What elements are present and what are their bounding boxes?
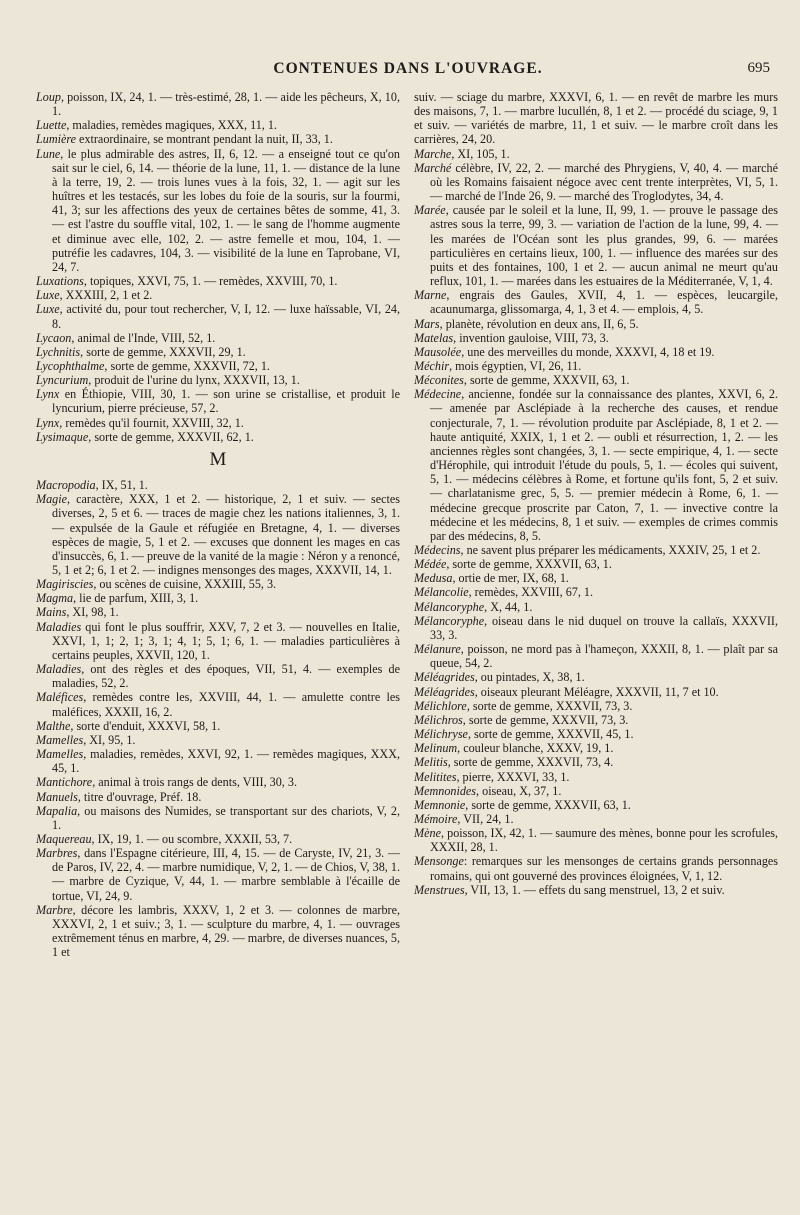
index-entry xyxy=(36,288,400,302)
entry-text: qui font le plus souffrir, XXV, 7, 2 et 3. — nouvelles en Italie, XXVI, 1, 1; 2, 1; 3, 1; 4, 1; 5, 1; 6, 1. — maladies particulières à certains peuples, XXVII, 120, 1. xyxy=(52,619,400,662)
entry-text: , XI, 95, 1. xyxy=(83,732,136,747)
entry-text: , VII, 24, 1. xyxy=(457,811,514,826)
entry-headword: Maléfices xyxy=(36,690,84,705)
entry-text: , ortie de mer, IX, 68, 1. xyxy=(452,571,569,586)
left-column xyxy=(36,90,400,959)
index-entry xyxy=(414,854,778,882)
entry-headword: Mamelles xyxy=(36,747,84,762)
index-entry xyxy=(414,770,778,784)
index-entry xyxy=(414,331,778,345)
entry-text: , ancienne, fondée sur la connaissance des plantes, XXVI, 6, 2. — amenée par Asclépiade à la recherche des causes, et rendue conjecturale, 7, 1. — révolution produite par Asclépiade, 8, 1 et 2. — haute antiquité, XXIX, 1, 1 et 2. — oubli et résurrection, 1, 2. — les anciennes règles sont changées, 3, 1. — secte empirique, 4, 1. — secte d'Hérophile, qui introduit l'étude du pouls, 5, 1. — écoles qui suivent, 5, 1. — médecins célèbres à Rome, et fortune qu'ils font, 5, 2 et suiv. — charlatanisme grec, 5, 5. — premier médecin à Rome, 6, 1. — médecine grecque proscrite par Caton, 7, 1. — invective contre la médecine et les médecins, 8, 1 et suiv. — exemples de crimes commis par des médecins, 8, 5. xyxy=(430,387,778,543)
entry-text: , XXXIII, 2, 1 et 2. xyxy=(59,288,153,303)
entry-headword: Mensonge xyxy=(414,854,464,869)
entry-headword: Mélancoryphe xyxy=(414,599,485,614)
index-entry xyxy=(36,478,400,492)
entry-headword: Luxe xyxy=(36,302,60,317)
index-entry xyxy=(414,755,778,769)
index-entry xyxy=(414,203,778,288)
entry-headword: Lyncurium xyxy=(36,373,89,388)
index-entry xyxy=(414,685,778,699)
entry-headword: Marché xyxy=(414,160,452,175)
entry-text: , sorte de gemme, XXXVII, 62, 1. xyxy=(88,429,254,444)
index-entry xyxy=(36,302,400,330)
index-entry xyxy=(36,90,400,118)
index-entry xyxy=(414,727,778,741)
right-column xyxy=(414,90,778,959)
index-entry xyxy=(36,387,400,415)
entry-headword: Méconites xyxy=(414,373,464,388)
index-entry xyxy=(36,118,400,132)
entry-text: , titre d'ouvrage, Préf. 18. xyxy=(77,789,202,804)
entry-headword: Médecins xyxy=(414,543,461,557)
entry-headword: Lycaon xyxy=(36,330,72,345)
entry-text: , sorte de gemme, XXXVII, 63, 1. xyxy=(463,373,630,388)
entry-text: , dans l'Espagne citérieure, III, 4, 15. — de Caryste, IV, 21, 3. — de Paros, IV, 22, 4. — marbre numidique, V, 2, 1. — de Chios, V, 38, 1. — marbre de Cyzique, V, 44, 1. — marbre semblable à l'écaille de tortue, VI, 24, 9. xyxy=(52,846,400,903)
entry-text: , sorte de gemme, XXXVII, 73, 3. xyxy=(462,712,629,727)
entry-text: , sorte de gemme, XXXVII, 72, 1. xyxy=(104,358,270,373)
index-entry xyxy=(414,614,778,642)
index-entry xyxy=(36,733,400,747)
entry-headword: Memnonides xyxy=(414,783,477,798)
entry-headword: Lynx xyxy=(36,387,60,402)
entry-text: , sorte d'enduit, XXXVI, 58, 1. xyxy=(70,718,221,733)
entry-headword: Mélichros xyxy=(414,712,463,727)
index-entry xyxy=(36,747,400,775)
entry-headword: Mélichryse xyxy=(414,727,468,742)
entry-text: , IX, 19, 1. — ou scombre, XXXII, 53, 7. xyxy=(91,831,293,846)
entry-text: , produit de l'urine du lynx, XXXVII, 13, 1. xyxy=(88,373,300,388)
index-entry xyxy=(414,147,778,161)
section-letter: M xyxy=(209,448,227,470)
entry-headword: Marne xyxy=(414,288,447,303)
page-number: 695 xyxy=(747,60,770,76)
index-entry xyxy=(414,642,778,670)
index-entry xyxy=(36,274,400,288)
entry-text: , oiseau, X, 37, 1. xyxy=(476,783,562,798)
index-entry xyxy=(414,387,778,543)
index-entry xyxy=(414,345,778,359)
entry-headword: Melinum xyxy=(414,741,458,756)
entry-text: extraordinaire, se montrant pendant la nuit, II, 33, 1. xyxy=(76,132,333,147)
running-head xyxy=(36,60,780,86)
index-entry xyxy=(414,557,778,571)
entry-headword: Lysimaque xyxy=(36,429,89,444)
entry-text: , une des merveilles du monde, XXXVI, 4, 18 et 19. xyxy=(461,344,715,359)
entry-text: , maladies, remèdes, XXVI, 92, 1. — remèdes magiques, XXX, 45, 1. xyxy=(52,747,400,776)
entry-headword: Melitites xyxy=(414,769,457,784)
entry-text: suiv. — sciage du marbre, XXXVI, 6, 1. — en revêt de marbre les murs des maisons, 7, 1. — marbre lucullén, 8, 1 et 2. — procédé du sciage, 9, 1 et suiv. — variétés de marbre, 11, 1 et suiv. — le marbre croît dans les carrières, 24, 20. xyxy=(414,90,778,147)
index-entry xyxy=(36,846,400,903)
entry-headword: Medusa xyxy=(414,571,453,586)
entry-text: , topiques, XXVI, 75, 1. — remèdes, XXVIII, 70, 1. xyxy=(83,274,338,289)
index-entry xyxy=(36,690,400,718)
entry-headword: Lumière xyxy=(36,132,77,147)
entry-headword: Lychnitis xyxy=(36,344,81,359)
entry-headword: Lycophthalme xyxy=(36,358,105,373)
index-entry xyxy=(414,784,778,798)
entry-text: , ou scènes de cuisine, XXXIII, 55, 3. xyxy=(93,577,277,592)
entry-headword: Menstrues xyxy=(414,882,465,897)
entry-text: , remèdes qu'il fournit, XXVIII, 32, 1. xyxy=(59,415,244,430)
index-entry xyxy=(414,90,778,147)
entry-headword: Mantichore xyxy=(36,775,93,790)
index-entry xyxy=(414,571,778,585)
entry-headword: Mémoire xyxy=(414,811,458,826)
index-entry xyxy=(414,359,778,373)
index-entry xyxy=(414,670,778,684)
entry-headword: Mène xyxy=(414,826,441,841)
index-entry xyxy=(414,600,778,614)
entry-text: , poisson, ne mord pas à l'hameçon, XXXII, 8, 1. — plaît par sa queue, 54, 2. xyxy=(430,642,778,671)
entry-text: , le plus admirable des astres, II, 6, 12. — a enseigné tout ce qu'on sait sur le ciel, 6, 14. — théorie de la lune, 11, 1. — distance de la lune à la terre, 19, 2. — trois lunes vues à la fois, 32, 1. — agit sur les huîtres et les testacés, sur les lobes du foie de la souris, sur la fourmi, 41, 3; sur les affections des yeux de certaines bêtes de somme, 41, 3. — est l'astre du souffle vital, 102, 1. — le sang de l'homme augmente et diminue avec elle, 102, 2. — astre femelle et mou, 104, 1. — putréfie les cadavres, 104, 3. — visibilité de la lune en Taprobane, VI, 24, 7. xyxy=(52,146,400,274)
entry-headword: Maladies xyxy=(36,662,82,677)
entry-text: , oiseau dans le nid duquel on trouve la callaïs, XXXVII, 33, 3. xyxy=(430,613,778,642)
entry-text: , animal à trois rangs de dents, VIII, 30, 3. xyxy=(92,775,297,790)
entry-headword: Marche xyxy=(414,146,452,161)
entry-text: , activité du, pour tout rechercher, V, I, 12. — luxe haïssable, VI, 24, 8. xyxy=(52,302,400,331)
index-entry xyxy=(414,883,778,897)
entry-text: , poisson, IX, 42, 1. — saumure des mènes, bonne pour les scrofules, XXXII, 28, 1. xyxy=(430,826,778,855)
index-entry xyxy=(414,812,778,826)
entry-headword: Mains xyxy=(36,605,67,620)
index-entry xyxy=(414,161,778,203)
entry-headword: Médecine xyxy=(414,387,462,402)
entry-headword: Mélancoryphe xyxy=(414,613,485,628)
entry-headword: Luxe xyxy=(36,288,60,303)
entry-text: , couleur blanche, XXXV, 19, 1. xyxy=(457,741,614,756)
entry-headword: Méchir xyxy=(414,358,450,373)
entry-headword: Malthe xyxy=(36,718,71,733)
entry-headword: Magma xyxy=(36,591,74,606)
entry-headword: Maladies xyxy=(36,619,82,634)
index-entry xyxy=(414,373,778,387)
index-entry xyxy=(36,662,400,690)
index-entry xyxy=(414,798,778,812)
entry-text: , caractère, XXX, 1 et 2. — historique, 2, 1 et suiv. — sectes diverses, 2, 5 et 6. — traces de magie chez les nations italiennes, 3, 1. — expulsée de la Gaule et réfugiée en Bretagne, 4, 1. — diverses espèces de magie, 5, 1 et 2. — excuses que donnent les mages en cas d'insuccès, 6, 1. — preuve de la vanité de la magie : Néron y a renoncé, 5, 1 et 2; 6, 1 et 2. — indignes mensonges des mages, XXXVII, 14, 1. xyxy=(52,492,400,577)
entry-text: , oiseaux pleurant Méléagre, XXXVII, 11, 7 et 10. xyxy=(474,684,719,699)
index-entry xyxy=(36,605,400,619)
index-entry xyxy=(414,826,778,854)
index-entry xyxy=(36,591,400,605)
entry-text: , poisson, IX, 24, 1. — très-estimé, 28, 1. — aide les pêcheurs, X, 10, 1. xyxy=(52,90,400,119)
index-entry xyxy=(36,903,400,960)
entry-text: , ou maisons des Numides, se transportant sur des chariots, V, 2, 1. xyxy=(52,803,400,832)
index-entry xyxy=(36,132,400,146)
index-entry xyxy=(36,359,400,373)
index-entry xyxy=(36,492,400,577)
index-entry xyxy=(414,713,778,727)
entry-headword: Magiriscies xyxy=(36,577,94,592)
entry-text: , X, 44, 1. xyxy=(484,599,533,614)
entry-text: , ne savent plus préparer les médicaments, XXXIV, 25, 1 et 2. xyxy=(460,543,761,557)
entry-text: , pierre, XXXVI, 33, 1. xyxy=(456,769,570,784)
entry-text: en Éthiopie, VIII, 30, 1. — son urine se cristallise, et produit le lyncurium, pierre précieuse, 57, 2. xyxy=(52,387,400,416)
index-entry xyxy=(36,719,400,733)
entry-headword: Luxations xyxy=(36,274,84,289)
entry-headword: Magie xyxy=(36,492,68,507)
entry-headword: Loup xyxy=(36,90,61,104)
index-entry xyxy=(36,620,400,662)
entry-headword: Maquereau xyxy=(36,831,92,846)
index-entry xyxy=(414,288,778,316)
entry-text: , ont des règles et des époques, VII, 51, 4. — exemples de maladies, 52, 2. xyxy=(52,662,400,691)
index-columns xyxy=(36,90,780,959)
entry-headword: Matelas xyxy=(414,330,454,345)
entry-headword: Mapalia xyxy=(36,803,78,818)
entry-headword: Médée xyxy=(414,557,447,572)
index-entry xyxy=(36,373,400,387)
entry-headword: Mélancolie xyxy=(414,585,469,600)
entry-text: , lie de parfum, XIII, 3, 1. xyxy=(73,591,199,606)
entry-headword: Lune xyxy=(36,146,61,161)
entry-headword: Lynx xyxy=(36,415,60,430)
running-title: CONTENUES DANS L'OUVRAGE. xyxy=(273,60,543,77)
entry-text: : remarques sur les mensonges de certains grands personnages romains, qui ont gouverné des provinces éloignées, V, 1, 12. xyxy=(430,854,778,883)
entry-headword: Luette xyxy=(36,118,67,133)
index-entry xyxy=(36,416,400,430)
entry-text: , sorte de gemme, XXXVII, 73, 3. xyxy=(466,698,633,713)
entry-text: , VII, 13, 1. — effets du sang menstruel, 13, 2 et suiv. xyxy=(464,882,725,897)
entry-text: célèbre, IV, 22, 2. — marché des Phrygiens, V, 40, 4. — marché où les Romains faisaient négoce avec cent trente interprètes, VI, 5, 1. — marché de l'Inde 26, 9. — marché des Troglodytes, 34, 4. xyxy=(430,160,778,204)
entry-text: , XI, 98, 1. xyxy=(66,605,119,620)
entry-text: , planète, révolution en deux ans, II, 6, 5. xyxy=(439,316,639,331)
entry-text: , engrais des Gaules, XVII, 4, 1. — espèces, leucargile, acaunumarga, glissomarga, 4, 1, 3 et 4. — emplois, 4, 5. xyxy=(430,288,778,317)
entry-text: , mois égyptien, VI, 26, 11. xyxy=(449,358,582,373)
entry-headword: Mamelles xyxy=(36,732,84,747)
entry-text: , invention gauloise, VIII, 73, 3. xyxy=(453,330,609,345)
index-entry xyxy=(414,699,778,713)
entry-text: , remèdes contre les, XXVIII, 44, 1. — amulette contre les maléfices, XXXII, 16, 2. xyxy=(52,690,400,719)
index-entry xyxy=(36,832,400,846)
entry-headword: Mélichlore xyxy=(414,698,467,713)
entry-text: , sorte de gemme, XXXVII, 45, 1. xyxy=(467,727,634,742)
entry-text: , sorte de gemme, XXXVII, 73, 4. xyxy=(447,755,614,770)
entry-headword: Marbres xyxy=(36,846,78,861)
index-entry xyxy=(414,317,778,331)
index-entry xyxy=(414,741,778,755)
index-entry xyxy=(414,585,778,599)
index-entry xyxy=(36,790,400,804)
entry-text: , IX, 51, 1. xyxy=(95,478,148,493)
entry-text: , XI, 105, 1. xyxy=(451,146,510,161)
entry-headword: Memnonie xyxy=(414,797,466,812)
index-entry xyxy=(36,147,400,274)
entry-headword: Marée xyxy=(414,203,446,218)
entry-text: , décore les lambris, XXXV, 1, 2 et 3. — colonnes de marbre, XXXVI, 2, 1 et suiv.; 3, 1. — sculpture du marbre, 4, 1. — ouvrages extrêmement ténus en marbre, 4, 29. — marbre, de diverses nuances, 5, 1 et xyxy=(52,902,400,960)
entry-text: , sorte de gemme, XXXVII, 63, 1. xyxy=(465,797,631,812)
entry-text: , maladies, remèdes magiques, XXX, 11, 1. xyxy=(66,118,277,133)
entry-headword: Melitis xyxy=(414,755,448,770)
entry-text: , remèdes, XXVIII, 67, 1. xyxy=(468,585,594,600)
entry-headword: Méléagrides xyxy=(414,684,475,699)
index-entry xyxy=(36,430,400,444)
index-entry xyxy=(36,331,400,345)
entry-text: , ou pintades, X, 38, 1. xyxy=(474,670,585,685)
entry-headword: Mars xyxy=(414,316,440,331)
index-entry xyxy=(36,804,400,832)
entry-text: , sorte de gemme, XXXVII, 29, 1. xyxy=(80,344,246,359)
entry-headword: Mélanure xyxy=(414,642,461,657)
entry-headword: Méléagrides xyxy=(414,670,475,685)
index-entry xyxy=(414,543,778,557)
entry-headword: Mausolée xyxy=(414,344,462,359)
entry-headword: Manuels xyxy=(36,789,78,804)
entry-text: , causée par le soleil et la lune, II, 99, 1. — prouve le passage des astres sous la terre, 99, 3. — variation de l'action de la lune, 99, 4. — les marées de l'Océan sont les plus grandes, 99, 6. — marées particulières en certains lieux, 100, 1. — influence des marées sur des puits et des fontaines, 100, 1 et 2. — aucun animal ne meurt qu'au reflux, 101, 1. — marées dans les estuaires de la Méditerranée, V, 1, 4. xyxy=(430,203,778,289)
index-entry xyxy=(36,345,400,359)
entry-text: , sorte de gemme, XXXVII, 63, 1. xyxy=(446,557,612,572)
entry-headword: Macropodia xyxy=(36,478,96,493)
index-entry xyxy=(36,577,400,591)
entry-headword: Marbre xyxy=(36,902,73,917)
entry-text: , animal de l'Inde, VIII, 52, 1. xyxy=(71,330,216,345)
index-entry xyxy=(36,775,400,789)
